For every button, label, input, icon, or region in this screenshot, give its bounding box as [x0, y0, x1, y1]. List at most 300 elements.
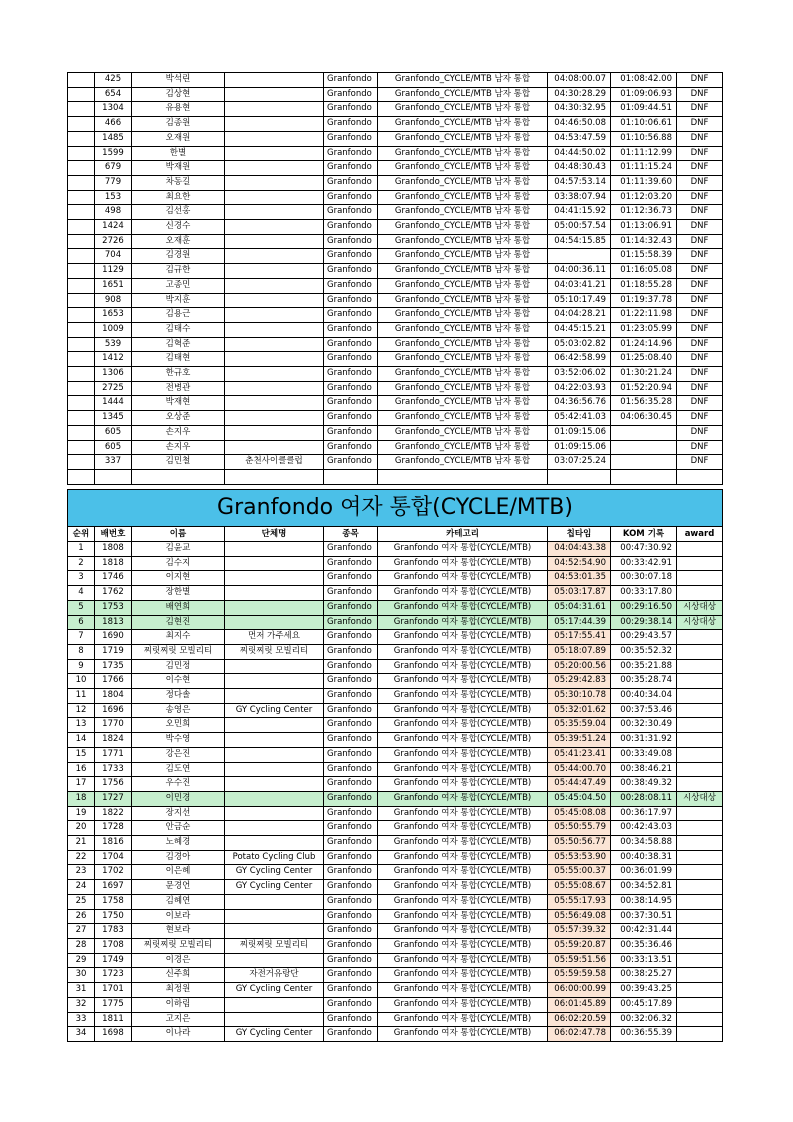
category-cell: Granfondo_CYCLE/MTB 남자 통합	[378, 308, 548, 323]
chip-time-cell: 05:55:00.37	[548, 865, 611, 880]
kom-record-cell: 00:35:21.88	[611, 659, 677, 674]
table-row	[68, 234, 723, 249]
table-row	[68, 733, 723, 748]
bib-number-cell: 425	[95, 73, 132, 88]
table-row	[68, 175, 723, 190]
category-cell: Granfondo_CYCLE/MTB 남자 통합	[378, 322, 548, 337]
event-cell: Granfondo	[324, 983, 378, 998]
award-cell	[677, 894, 723, 909]
team-cell	[225, 674, 324, 689]
kom-record-cell: 01:09:06.93	[611, 87, 677, 102]
name-cell: 김경원	[132, 249, 225, 264]
award-cell: DNF	[677, 337, 723, 352]
award-cell: 시상대상	[677, 791, 723, 806]
bib-number-cell: 1733	[95, 762, 132, 777]
event-cell: Granfondo	[324, 644, 378, 659]
chip-time-cell: 05:44:47.49	[548, 777, 611, 792]
team-cell	[225, 909, 324, 924]
event-cell: Granfondo	[324, 131, 378, 146]
award-cell: DNF	[677, 322, 723, 337]
event-cell: Granfondo	[324, 396, 378, 411]
team-cell	[225, 777, 324, 792]
chip-time-cell: 05:53:53.90	[548, 850, 611, 865]
name-cell: 전병관	[132, 381, 225, 396]
rank-cell	[68, 396, 95, 411]
chip-time-cell: 05:59:59.58	[548, 968, 611, 983]
award-cell: DNF	[677, 175, 723, 190]
rank-cell	[68, 455, 95, 470]
event-cell: Granfondo	[324, 337, 378, 352]
header-name: 이름	[132, 527, 225, 542]
bib-number-cell: 1770	[95, 718, 132, 733]
bib-number-cell: 1702	[95, 865, 132, 880]
award-cell: DNF	[677, 352, 723, 367]
event-cell: Granfondo	[324, 220, 378, 235]
kom-record-cell: 01:10:06.61	[611, 117, 677, 132]
kom-record-cell: 00:38:14.95	[611, 894, 677, 909]
kom-record-cell: 00:34:58.88	[611, 836, 677, 851]
name-cell: 김규한	[132, 264, 225, 279]
event-cell: Granfondo	[324, 117, 378, 132]
rank-cell	[68, 440, 95, 455]
rank-cell: 18	[68, 791, 95, 806]
award-cell: DNF	[677, 73, 723, 88]
award-cell	[677, 953, 723, 968]
table-row	[68, 278, 723, 293]
event-cell: Granfondo	[324, 425, 378, 440]
chip-time-cell: 04:45:15.21	[548, 322, 611, 337]
category-cell: Granfondo 여자 통합(CYCLE/MTB)	[378, 894, 548, 909]
award-cell	[677, 586, 723, 601]
bib-number-cell: 1719	[95, 644, 132, 659]
award-cell: DNF	[677, 234, 723, 249]
chip-time-cell: 04:00:36.11	[548, 264, 611, 279]
rank-cell	[68, 73, 95, 88]
kom-record-cell: 01:56:35.28	[611, 396, 677, 411]
kom-record-cell: 01:10:56.88	[611, 131, 677, 146]
kom-record-cell: 01:30:21.24	[611, 367, 677, 382]
team-cell	[225, 425, 324, 440]
table-row	[68, 190, 723, 205]
rank-cell: 3	[68, 571, 95, 586]
table-row	[68, 718, 723, 733]
kom-record-cell: 01:18:55.28	[611, 278, 677, 293]
event-cell: Granfondo	[324, 777, 378, 792]
category-cell: Granfondo 여자 통합(CYCLE/MTB)	[378, 791, 548, 806]
chip-time-cell: 04:22:03.93	[548, 381, 611, 396]
name-cell: 김혁준	[132, 337, 225, 352]
bib-number-cell: 1697	[95, 880, 132, 895]
table-row	[68, 396, 723, 411]
bib-number-cell: 679	[95, 161, 132, 176]
chip-time-cell: 05:55:17.93	[548, 894, 611, 909]
bib-number-cell: 1746	[95, 571, 132, 586]
bib-number-cell: 1822	[95, 806, 132, 821]
team-cell	[225, 278, 324, 293]
table-row	[68, 880, 723, 895]
bib-number-cell: 1306	[95, 367, 132, 382]
award-cell	[677, 983, 723, 998]
award-cell: DNF	[677, 117, 723, 132]
empty-cell	[225, 469, 324, 484]
bib-number-cell: 779	[95, 175, 132, 190]
category-cell: Granfondo 여자 통합(CYCLE/MTB)	[378, 747, 548, 762]
table-row	[68, 777, 723, 792]
table-row	[68, 586, 723, 601]
table-row	[68, 322, 723, 337]
award-cell	[677, 806, 723, 821]
rank-cell	[68, 425, 95, 440]
kom-record-cell	[611, 425, 677, 440]
team-cell: GY Cycling Center	[225, 865, 324, 880]
name-cell: 최요한	[132, 190, 225, 205]
category-cell: Granfondo 여자 통합(CYCLE/MTB)	[378, 644, 548, 659]
category-cell: Granfondo_CYCLE/MTB 남자 통합	[378, 161, 548, 176]
award-cell: DNF	[677, 205, 723, 220]
category-cell: Granfondo 여자 통합(CYCLE/MTB)	[378, 880, 548, 895]
rank-cell	[68, 161, 95, 176]
bib-number-cell: 1129	[95, 264, 132, 279]
event-cell: Granfondo	[324, 278, 378, 293]
name-cell: 박지훈	[132, 293, 225, 308]
rank-cell	[68, 367, 95, 382]
rank-cell	[68, 190, 95, 205]
team-cell: GY Cycling Center	[225, 703, 324, 718]
table-row	[68, 337, 723, 352]
team-cell	[225, 821, 324, 836]
rank-cell: 29	[68, 953, 95, 968]
rank-cell: 22	[68, 850, 95, 865]
bib-number-cell: 1749	[95, 953, 132, 968]
rank-cell: 6	[68, 615, 95, 630]
name-cell: 최정원	[132, 983, 225, 998]
name-cell: 이하림	[132, 997, 225, 1012]
bib-number-cell: 1708	[95, 938, 132, 953]
bib-number-cell: 1766	[95, 674, 132, 689]
chip-time-cell: 04:54:15.85	[548, 234, 611, 249]
table-row	[68, 806, 723, 821]
chip-time-cell: 05:29:42.83	[548, 674, 611, 689]
bib-number-cell: 1750	[95, 909, 132, 924]
award-cell: DNF	[677, 308, 723, 323]
name-cell: 김용근	[132, 308, 225, 323]
name-cell: 김경아	[132, 850, 225, 865]
team-cell	[225, 747, 324, 762]
award-cell: DNF	[677, 249, 723, 264]
bib-number-cell: 704	[95, 249, 132, 264]
empty-cell	[677, 469, 723, 484]
event-cell: Granfondo	[324, 600, 378, 615]
chip-time-cell: 01:09:15.06	[548, 425, 611, 440]
rank-cell: 10	[68, 674, 95, 689]
award-cell: DNF	[677, 161, 723, 176]
category-cell: Granfondo 여자 통합(CYCLE/MTB)	[378, 938, 548, 953]
kom-record-cell: 01:12:36.73	[611, 205, 677, 220]
award-cell: DNF	[677, 131, 723, 146]
team-cell	[225, 411, 324, 426]
category-cell: Granfondo 여자 통합(CYCLE/MTB)	[378, 997, 548, 1012]
award-cell: DNF	[677, 381, 723, 396]
rank-cell: 20	[68, 821, 95, 836]
kom-record-cell: 00:38:46.21	[611, 762, 677, 777]
table-row	[68, 556, 723, 571]
event-cell: Granfondo	[324, 175, 378, 190]
event-cell: Granfondo	[324, 542, 378, 557]
bib-number-cell: 908	[95, 293, 132, 308]
category-cell: Granfondo_CYCLE/MTB 남자 통합	[378, 425, 548, 440]
table-row	[68, 894, 723, 909]
table-row	[68, 264, 723, 279]
rank-cell: 15	[68, 747, 95, 762]
bib-number-cell: 1775	[95, 997, 132, 1012]
category-cell: Granfondo 여자 통합(CYCLE/MTB)	[378, 703, 548, 718]
chip-time-cell: 05:03:02.82	[548, 337, 611, 352]
chip-time-cell: 04:44:50.02	[548, 146, 611, 161]
chip-time-cell: 06:00:00.99	[548, 983, 611, 998]
rank-cell: 31	[68, 983, 95, 998]
category-cell: Granfondo_CYCLE/MTB 남자 통합	[378, 352, 548, 367]
name-cell: 김민정	[132, 659, 225, 674]
rank-cell	[68, 264, 95, 279]
kom-record-cell: 00:47:30.92	[611, 542, 677, 557]
event-cell: Granfondo	[324, 73, 378, 88]
kom-record-cell: 01:22:11.98	[611, 308, 677, 323]
table-row	[68, 953, 723, 968]
table-row	[68, 381, 723, 396]
award-cell: DNF	[677, 87, 723, 102]
name-cell: 문경언	[132, 880, 225, 895]
team-cell	[225, 791, 324, 806]
table-row	[68, 630, 723, 645]
bib-number-cell: 2726	[95, 234, 132, 249]
bib-number-cell: 2725	[95, 381, 132, 396]
kom-record-cell: 00:35:36.46	[611, 938, 677, 953]
chip-time-cell: 05:32:01.62	[548, 703, 611, 718]
name-cell: 오재원	[132, 131, 225, 146]
kom-record-cell: 00:31:31.92	[611, 733, 677, 748]
event-cell: Granfondo	[324, 674, 378, 689]
bib-number-cell: 654	[95, 87, 132, 102]
name-cell: 차동길	[132, 175, 225, 190]
team-cell	[225, 1012, 324, 1027]
name-cell: 신경수	[132, 220, 225, 235]
category-cell: Granfondo_CYCLE/MTB 남자 통합	[378, 131, 548, 146]
bib-number-cell: 153	[95, 190, 132, 205]
award-cell: DNF	[677, 425, 723, 440]
rank-cell: 9	[68, 659, 95, 674]
section-title: Granfondo 여자 통합(CYCLE/MTB)	[68, 490, 723, 527]
table-row	[68, 836, 723, 851]
table-header-row	[68, 527, 723, 542]
team-cell	[225, 73, 324, 88]
chip-time-cell: 05:39:51.24	[548, 733, 611, 748]
bib-number-cell: 1690	[95, 630, 132, 645]
empty-cell	[68, 469, 95, 484]
category-cell: Granfondo 여자 통합(CYCLE/MTB)	[378, 674, 548, 689]
award-cell	[677, 762, 723, 777]
chip-time-cell: 05:50:55.79	[548, 821, 611, 836]
team-cell	[225, 556, 324, 571]
award-cell	[677, 909, 723, 924]
bib-number-cell: 1345	[95, 411, 132, 426]
event-cell: Granfondo	[324, 367, 378, 382]
rank-cell	[68, 308, 95, 323]
name-cell: 장지선	[132, 806, 225, 821]
category-cell: Granfondo 여자 통합(CYCLE/MTB)	[378, 983, 548, 998]
category-cell: Granfondo_CYCLE/MTB 남자 통합	[378, 220, 548, 235]
name-cell: 유용현	[132, 102, 225, 117]
rank-cell: 5	[68, 600, 95, 615]
category-cell: Granfondo 여자 통합(CYCLE/MTB)	[378, 806, 548, 821]
kom-record-cell: 01:24:14.96	[611, 337, 677, 352]
bib-number-cell: 1753	[95, 600, 132, 615]
table-row	[68, 220, 723, 235]
rank-cell	[68, 381, 95, 396]
event-cell: Granfondo	[324, 146, 378, 161]
name-cell: 김윤교	[132, 542, 225, 557]
event-cell: Granfondo	[324, 87, 378, 102]
name-cell: 송영은	[132, 703, 225, 718]
award-cell	[677, 733, 723, 748]
team-cell	[225, 806, 324, 821]
award-cell	[677, 924, 723, 939]
category-cell: Granfondo 여자 통합(CYCLE/MTB)	[378, 1012, 548, 1027]
table-row	[68, 865, 723, 880]
chip-time-cell: 04:46:50.08	[548, 117, 611, 132]
header-event: 종목	[324, 527, 378, 542]
header-rank: 순위	[68, 527, 95, 542]
kom-record-cell: 01:13:06.91	[611, 220, 677, 235]
team-cell	[225, 689, 324, 704]
kom-record-cell: 01:19:37.78	[611, 293, 677, 308]
kom-record-cell: 00:28:08.11	[611, 791, 677, 806]
rank-cell: 25	[68, 894, 95, 909]
team-cell	[225, 615, 324, 630]
award-cell	[677, 1012, 723, 1027]
team-cell	[225, 542, 324, 557]
rank-cell: 19	[68, 806, 95, 821]
kom-record-cell: 00:29:38.14	[611, 615, 677, 630]
award-cell: DNF	[677, 190, 723, 205]
rank-cell	[68, 278, 95, 293]
category-cell: Granfondo 여자 통합(CYCLE/MTB)	[378, 909, 548, 924]
name-cell: 안금순	[132, 821, 225, 836]
event-cell: Granfondo	[324, 571, 378, 586]
rank-cell	[68, 352, 95, 367]
chip-time-cell: 05:20:00.56	[548, 659, 611, 674]
category-cell: Granfondo 여자 통합(CYCLE/MTB)	[378, 689, 548, 704]
name-cell: 현보라	[132, 924, 225, 939]
name-cell: 박수영	[132, 733, 225, 748]
rank-cell	[68, 102, 95, 117]
name-cell: 찌릿찌릿 모빌리티	[132, 644, 225, 659]
rank-cell: 8	[68, 644, 95, 659]
event-cell: Granfondo	[324, 264, 378, 279]
bib-number-cell: 1816	[95, 836, 132, 851]
team-cell	[225, 953, 324, 968]
name-cell: 이보라	[132, 909, 225, 924]
chip-time-cell: 05:42:41.03	[548, 411, 611, 426]
table-row	[68, 615, 723, 630]
bib-number-cell: 605	[95, 440, 132, 455]
award-cell: DNF	[677, 455, 723, 470]
category-cell: Granfondo_CYCLE/MTB 남자 통합	[378, 87, 548, 102]
chip-time-cell: 05:57:39.32	[548, 924, 611, 939]
category-cell: Granfondo_CYCLE/MTB 남자 통합	[378, 190, 548, 205]
award-cell: 시상대상	[677, 615, 723, 630]
team-cell	[225, 87, 324, 102]
name-cell: 김태수	[132, 322, 225, 337]
table-row	[68, 367, 723, 382]
name-cell: 이지현	[132, 571, 225, 586]
event-cell: Granfondo	[324, 102, 378, 117]
table-row	[68, 600, 723, 615]
table-row	[68, 131, 723, 146]
name-cell: 고종민	[132, 278, 225, 293]
header-award: award	[677, 527, 723, 542]
bib-number-cell: 1727	[95, 791, 132, 806]
team-cell	[225, 762, 324, 777]
rank-cell: 17	[68, 777, 95, 792]
category-cell: Granfondo 여자 통합(CYCLE/MTB)	[378, 615, 548, 630]
kom-record-cell: 00:38:25.27	[611, 968, 677, 983]
name-cell: 김혜연	[132, 894, 225, 909]
name-cell: 이나라	[132, 1027, 225, 1042]
category-cell: Granfondo 여자 통합(CYCLE/MTB)	[378, 924, 548, 939]
kom-record-cell: 04:06:30.45	[611, 411, 677, 426]
event-cell: Granfondo	[324, 689, 378, 704]
award-cell	[677, 674, 723, 689]
bib-number-cell: 498	[95, 205, 132, 220]
kom-record-cell: 00:37:53.46	[611, 703, 677, 718]
name-cell: 김선홍	[132, 205, 225, 220]
kom-record-cell: 00:33:42.91	[611, 556, 677, 571]
team-cell	[225, 264, 324, 279]
chip-time-cell: 05:41:23.41	[548, 747, 611, 762]
chip-time-cell: 05:17:55.41	[548, 630, 611, 645]
award-cell: DNF	[677, 293, 723, 308]
table-row	[68, 983, 723, 998]
kom-record-cell: 00:32:30.49	[611, 718, 677, 733]
spacer-row	[68, 469, 723, 484]
category-cell: Granfondo 여자 통합(CYCLE/MTB)	[378, 586, 548, 601]
kom-record-cell: 00:39:43.25	[611, 983, 677, 998]
chip-time-cell: 03:52:06.02	[548, 367, 611, 382]
award-cell	[677, 1027, 723, 1042]
event-cell: Granfondo	[324, 806, 378, 821]
category-cell: Granfondo 여자 통합(CYCLE/MTB)	[378, 821, 548, 836]
chip-time-cell: 05:30:10.78	[548, 689, 611, 704]
name-cell: 이경은	[132, 953, 225, 968]
rank-cell	[68, 249, 95, 264]
bib-number-cell: 1653	[95, 308, 132, 323]
team-cell	[225, 396, 324, 411]
category-cell: Granfondo 여자 통합(CYCLE/MTB)	[378, 1027, 548, 1042]
team-cell: 찌릿찌릿 모빌리티	[225, 938, 324, 953]
award-cell	[677, 821, 723, 836]
chip-time-cell: 05:45:04.50	[548, 791, 611, 806]
team-cell: GY Cycling Center	[225, 880, 324, 895]
bib-number-cell: 1818	[95, 556, 132, 571]
award-cell	[677, 997, 723, 1012]
table-row	[68, 703, 723, 718]
kom-record-cell: 00:32:06.32	[611, 1012, 677, 1027]
team-cell	[225, 102, 324, 117]
rank-cell: 14	[68, 733, 95, 748]
name-cell: 한규호	[132, 367, 225, 382]
event-cell: Granfondo	[324, 455, 378, 470]
category-cell: Granfondo_CYCLE/MTB 남자 통합	[378, 73, 548, 88]
